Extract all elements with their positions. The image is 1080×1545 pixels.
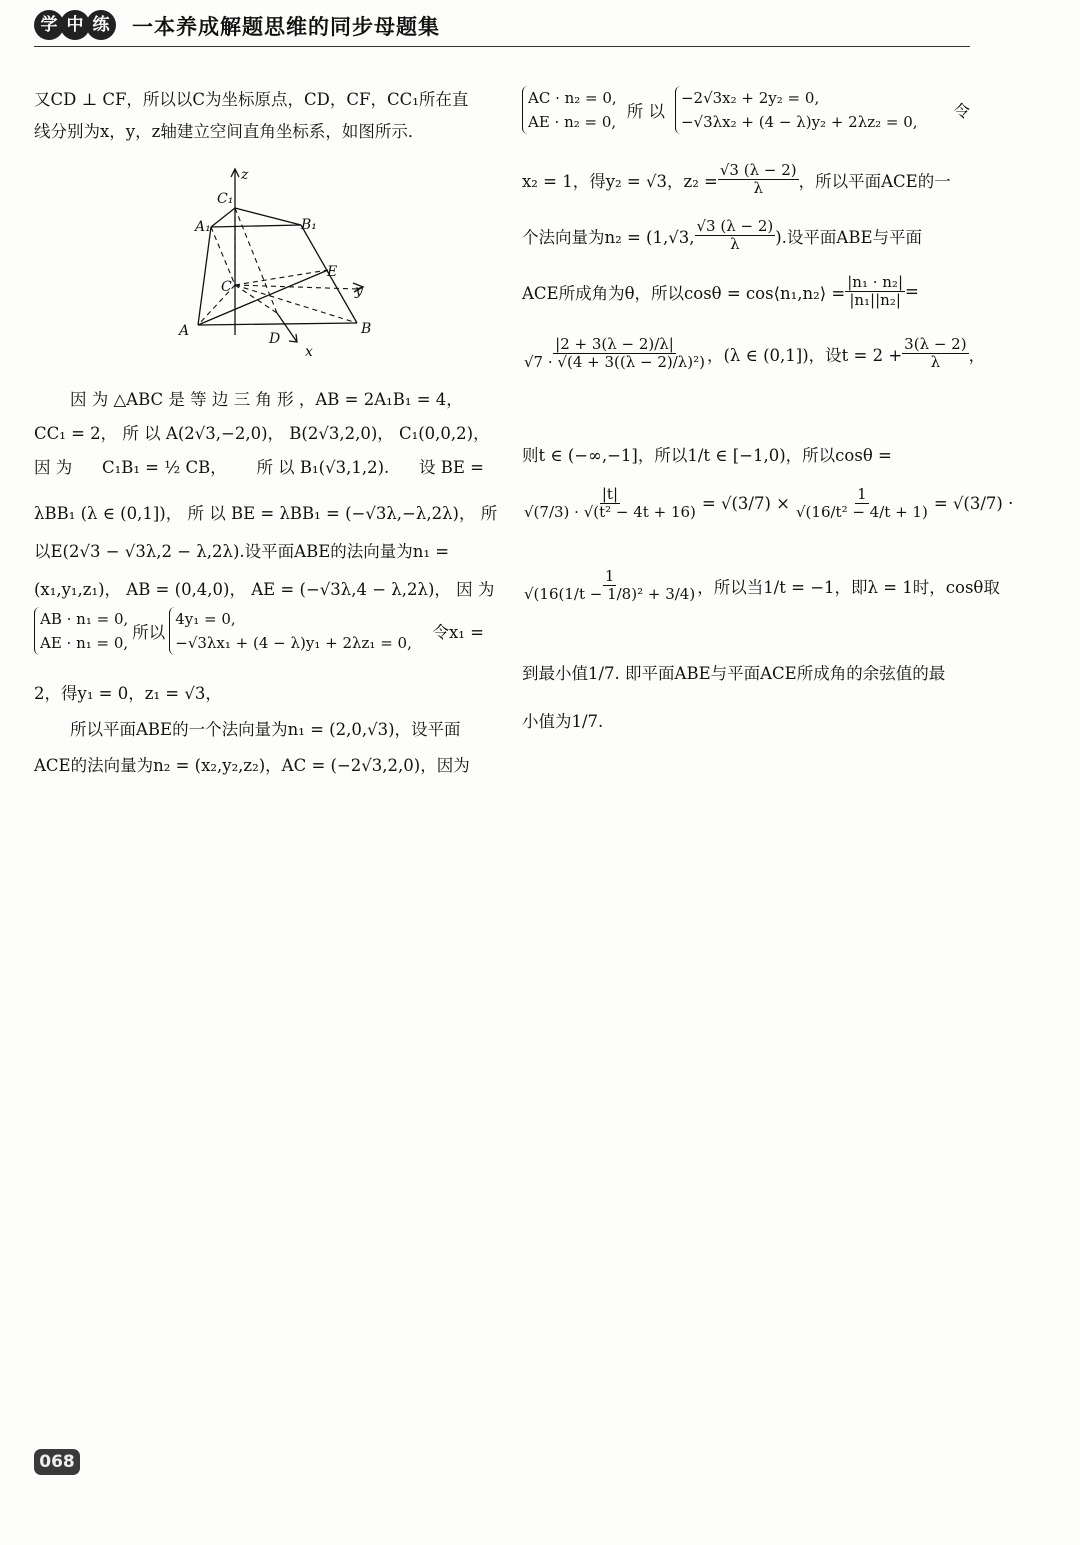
- text-line: [522, 568, 1000, 604]
- label-a: A: [179, 323, 190, 339]
- text-line: 则t ∈ (−∞,−1]，所以1/t ∈ [−1,0)，所以cosθ =: [522, 446, 892, 465]
- text-line: ACE的法向量为n₂ = (x₂,y₂,z₂)，AC = (−2√3,2,0)，因为: [34, 756, 470, 775]
- fraction: [522, 336, 707, 372]
- fraction: [695, 218, 776, 254]
- denominator: |n₁||n₂|: [849, 291, 901, 310]
- numerator: |t|: [601, 485, 619, 503]
- fraction: [718, 162, 799, 198]
- label-z: z: [241, 167, 249, 183]
- segment-ce: [235, 270, 328, 285]
- logo-char-1: 学: [34, 10, 64, 40]
- fraction: [522, 568, 697, 604]
- text-segment: 所 以 B₁(√3,1,2).: [256, 458, 390, 477]
- text-segment: x₂ = 1，得y₂ = √3，z₂ =: [522, 171, 718, 191]
- denominator: √(7/3) · √(t² − 4t + 16): [524, 503, 696, 522]
- text-line: λBB₁ (λ ∈ (0,1])， 所 以 BE = λBB₁ = (−√3λ,−λ,2λ)， 所: [34, 504, 498, 523]
- numerator: 1: [604, 567, 615, 585]
- label-a1: A₁: [195, 219, 211, 235]
- text-line: 因 为 △ABC 是 等 边 三 角 形 ，AB = 2A₁B₁ = 4，: [70, 390, 463, 409]
- text-segment: 因 为: [34, 458, 73, 477]
- numerator: √3 (λ − 2): [719, 161, 797, 179]
- equation: AE · n₁ = 0,: [40, 634, 129, 652]
- numerator: √3 (λ − 2): [696, 217, 774, 235]
- text-segment: ，(λ ∈ (0,1])，设t = 2 +: [707, 345, 903, 365]
- page-number: 068: [34, 1449, 80, 1475]
- text-line: 线分别为x，y，z轴建立空间直角坐标系，如图所示．: [34, 122, 425, 141]
- edge-c1a1: [211, 208, 235, 227]
- denominator: λ: [930, 353, 941, 372]
- denominator: √(16(1/t − 1/8)² + 3/4): [524, 585, 696, 604]
- denominator: λ: [753, 179, 763, 198]
- fraction: [845, 274, 905, 310]
- system-brace: [522, 86, 617, 134]
- equation: 4y₁ = 0,: [175, 610, 236, 628]
- text-line: [522, 486, 1013, 522]
- edge-a1a: [198, 227, 211, 325]
- segment-c1d: [235, 208, 277, 313]
- text-line: 以E(2√3 − √3λ,2 − λ,2λ).设平面ABE的法向量为n₁ =: [34, 542, 450, 561]
- text-line: 又CD ⊥ CF，所以以C为坐标原点，CD，CF，CC₁所在直: [34, 90, 469, 109]
- text-line: 到最小值1/7. 即平面ABE与平面ACE所成角的余弦值的最: [522, 664, 946, 683]
- edge-a1c: [211, 227, 235, 285]
- label-d: D: [269, 331, 281, 347]
- numerator: 3(λ − 2): [904, 335, 967, 353]
- denominator: λ: [730, 235, 740, 254]
- numerator: |n₁ · n₂|: [847, 273, 903, 291]
- text-segment: 所以: [132, 623, 166, 642]
- numerator: 1: [857, 485, 867, 503]
- label-y: y: [355, 283, 363, 299]
- equation: −√3λx₂ + (4 − λ)y₂ + 2λz₂ = 0,: [680, 113, 918, 131]
- fraction: [522, 486, 698, 522]
- denominator: √7 · √(4 + 3((λ − 2)/λ)²): [524, 353, 705, 372]
- text-line: [34, 454, 484, 478]
- text-segment: C₁B₁ = ½ CB，: [101, 458, 227, 477]
- label-c1: C₁: [217, 191, 234, 207]
- edge-ab: [198, 323, 357, 325]
- text-segment: = √(3/7) ·: [933, 494, 1014, 514]
- text-line: 小值为1/7.: [522, 712, 604, 731]
- text-line: [522, 162, 951, 198]
- label-e: E: [327, 264, 338, 280]
- edge-c1b1: [235, 208, 301, 225]
- text-line: [522, 274, 919, 310]
- equation: AE · n₂ = 0,: [528, 113, 617, 131]
- fraction: [794, 486, 930, 522]
- text-segment: ).设平面ABE与平面: [775, 227, 923, 247]
- y-axis-inner: [235, 285, 357, 289]
- label-c: C: [221, 279, 232, 295]
- text-segment: = √(3/7) ×: [701, 494, 790, 514]
- equation: AB · n₁ = 0,: [40, 610, 129, 628]
- page-header: [34, 6, 970, 47]
- text-segment: 令x₁ =: [432, 623, 484, 642]
- fraction: [902, 336, 968, 372]
- label-x: x: [305, 344, 313, 360]
- x-axis-inner: [235, 285, 277, 313]
- text-line: [522, 336, 985, 372]
- text-line: [522, 218, 922, 254]
- system-brace: [169, 607, 412, 655]
- logo-char-3: 练: [86, 10, 116, 40]
- denominator: √(16/t² − 4/t + 1): [795, 503, 928, 522]
- text-line: 所以平面ABE的一个法向量为n₁ = (2,0,√3)，设平面: [70, 720, 461, 739]
- text-segment: 个法向量为n₂ = (1,√3,: [522, 227, 695, 247]
- logo-char-2: 中: [60, 10, 90, 40]
- equation-system-2: [522, 86, 970, 134]
- text-segment: ，: [968, 345, 986, 365]
- equation: AC · n₂ = 0,: [528, 89, 617, 107]
- equation: −2√3x₂ + 2y₂ = 0,: [680, 89, 820, 107]
- frustum-figure: [165, 165, 395, 365]
- text-segment: =: [905, 282, 919, 302]
- system-brace: [675, 86, 918, 134]
- series-title: 一本养成解题思维的同步母题集: [132, 15, 440, 39]
- equation-system-1: [34, 607, 484, 655]
- edge-a1b1: [211, 225, 301, 227]
- numerator: |2 + 3(λ − 2)/λ|: [555, 335, 674, 353]
- text-line: CC₁ = 2， 所 以 A(2√3,−2,0)， B(2√3,2,0)， C₁(0,0,2)，: [34, 424, 490, 443]
- label-b: B: [361, 321, 372, 337]
- system-brace: [34, 607, 128, 655]
- label-b1: B₁: [301, 217, 317, 233]
- text-segment: 所 以: [626, 102, 665, 121]
- text-segment: ，所以当1/t = −1，即λ = 1时，cosθ取: [697, 577, 1000, 597]
- text-line: 2，得y₁ = 0，z₁ = √3，: [34, 684, 222, 703]
- text-segment: ，所以平面ACE的一: [798, 171, 951, 191]
- text-segment: ACE所成角为θ，所以cosθ = cos⟨n₁,n₂⟩ =: [522, 283, 846, 303]
- equation: −√3λx₁ + (4 − λ)y₁ + 2λz₁ = 0,: [175, 634, 412, 652]
- text-segment: 令: [953, 102, 970, 121]
- book-logo: [34, 10, 112, 40]
- text-line: (x₁,y₁,z₁)， AB = (0,4,0)， AE = (−√3λ,4 − λ,2λ)， 因 为: [34, 580, 495, 599]
- text-segment: 设 BE =: [419, 458, 484, 477]
